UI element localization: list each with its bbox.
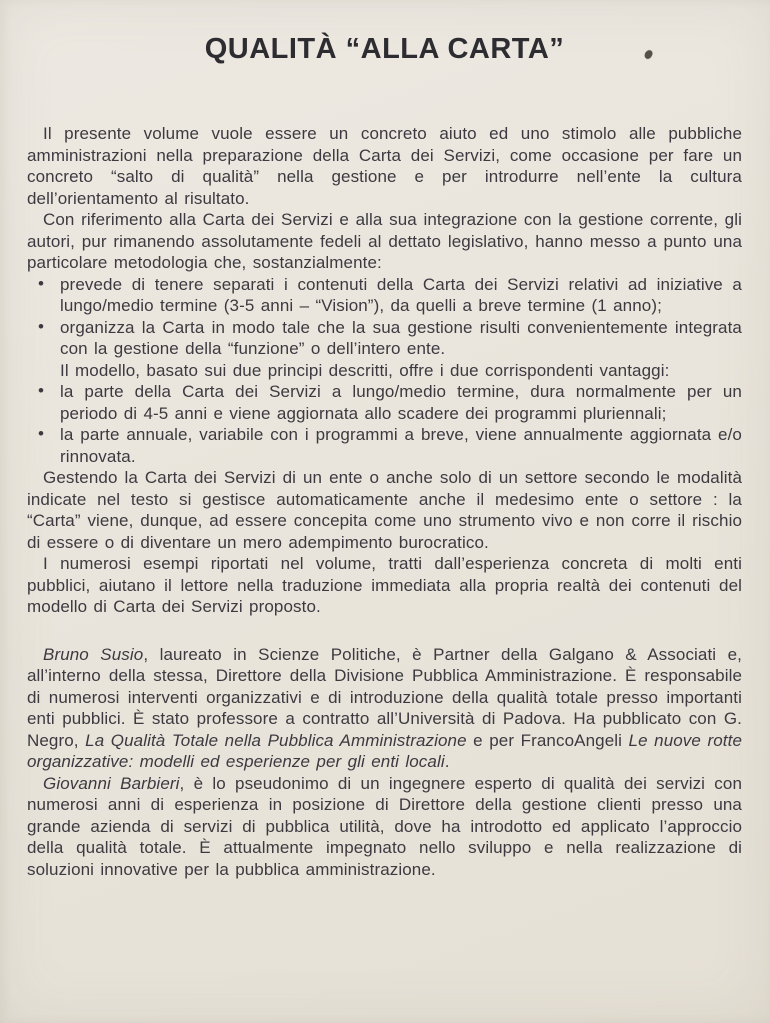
bullet-text: la parte della Carta dei Servizi a lungo/medio termine, dura normalmente per un periodo di 4-5 anni e viene aggiornata allo scadere dei programmi pluriennali; <box>60 382 742 423</box>
bullet-item-parte-lungo-termine <box>27 381 742 424</box>
gestendo-paragraph: Gestendo la Carta dei Servizi di un ente o anche solo di un settore secondo le modalità indicate nel testo si gestisce automaticamente anche il medesimo ente o settore : la “Carta” viene, dunque, ad essere concepita come uno strumento vivo e non corre il rischio di essere o di diventare un mero adempimento burocratico. <box>27 468 742 552</box>
bullet-text: prevede di tenere separati i contenuti della Carta dei Servizi relativi ad iniziative a lungo/medio termine (3-5 anni – “Vision”), da quelli a breve termine (1 anno); <box>60 274 742 315</box>
bullet-marker-icon: • <box>38 381 45 400</box>
author-bio-bruno-susio: Bruno Susio, laureato in Scienze Politiche, è Partner della Galgano & Associati e, all’interno della stessa, Direttore della Divisione Pubblica Amministrazione. È responsabile di numerosi interventi organizzativi e di introduzione della qualità totale presso importanti enti pubblici. È stato professore a contratto all’Università di Padova. Ha pubblicato con G. Negro, La Qualità Totale nella Pubblica Amministrazione e per FrancoAngeli Le nuove rotte organizzative: modelli ed esperienze per gli enti locali. <box>27 644 742 771</box>
esempi-paragraph: I numerosi esempi riportati nel volume, tratti dall’esperienza concreta di molti enti pubblici, aiutano il lettore nella traduzione immediata alla propria realtà dei contenuti del modello di Carta dei Servizi proposto. <box>27 554 742 616</box>
bullet-marker-icon: • <box>38 273 45 293</box>
page-title: QUALITÀ “ALLA CARTA” <box>204 33 565 65</box>
bullet-marker-icon: • <box>38 316 45 336</box>
bullet-text: la parte annuale, variabile con i programmi a breve, viene annualmente aggiornata e/o rinnovata. <box>60 425 742 466</box>
methodology-paragraph: Con riferimento alla Carta dei Servizi e alla sua integrazione con la gestione corrente, gli autori, pur rimanendo assolutamente fedeli al dettato legislativo, hanno messo a punto una particolare metodologia che, sostanzialmente: <box>27 210 742 272</box>
body-text <box>27 123 742 880</box>
bullet-item-organizza <box>27 317 742 360</box>
author-bio-giovanni-barbieri: Giovanni Barbieri, è lo pseudonimo di un ingegnere esperto di qualità dei servizi con numerosi anni di esperienza in posizione di Direttore della gestione clienti presso una grande azienda di servizi di pubblica utilità, dove ha introdotto ed applicato l’approccio della qualità totale. È attualmente impegnato nello sviluppo e nella realizzazione di soluzioni innovative per la pubblica amministrazione. <box>27 773 742 879</box>
bullet-marker-icon: • <box>38 424 45 443</box>
intro-paragraph: Il presente volume vuole essere un concreto aiuto ed uno stimolo alle pubbliche amministrazioni nella preparazione della Carta dei Servizi, come occasione per fare un concreto “salto di qualità” nella gestione e per introdurre nell’ente la cultura dell’orientamento al risultato. <box>27 124 742 208</box>
model-advantages-paragraph: Il modello, basato sui due principi descritti, offre i due corrispondenti vantaggi: <box>60 360 670 380</box>
bullet-item-vision <box>27 274 742 317</box>
bullet-item-parte-annuale <box>27 424 742 467</box>
bullet-text: organizza la Carta in modo tale che la sua gestione risulti convenientemente integrata con la gestione della “funzione” o dell’intero ente. <box>60 317 742 358</box>
